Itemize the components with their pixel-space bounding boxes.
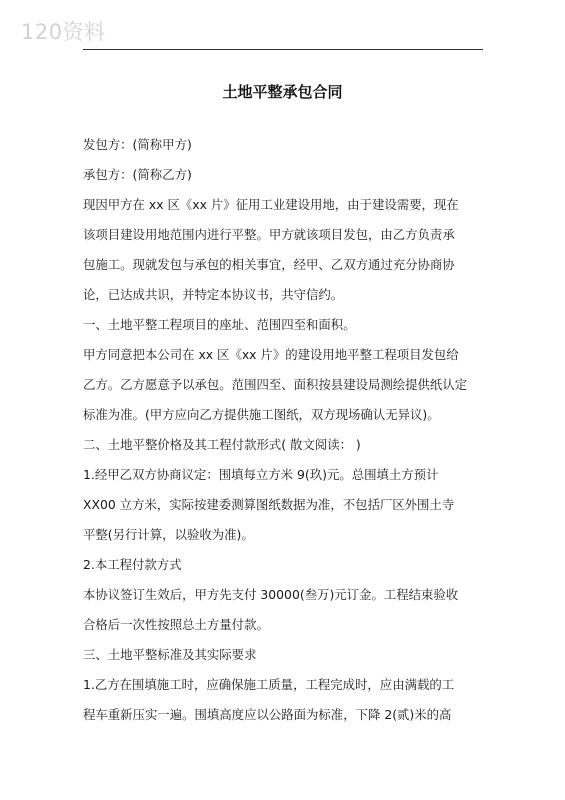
text-line: 合格后一次性按照总土方量付款。: [83, 617, 269, 632]
section-heading: 一、土地平整工程项目的座址、范围四至和面积。: [83, 317, 356, 332]
text-line: 1.乙方在围填施工时，应确保施工质量，工程完成时，应由满载的工: [83, 677, 455, 692]
text-line: 乙方。乙方愿意予以承包。范围四至、面积按县建设局测绘提供纸认定: [83, 377, 468, 392]
text-line: 1.经甲乙双方协商议定：围填每立方米 9(玖)元。总围填土方预计: [83, 467, 439, 482]
text-line: 发包方：(简称甲方): [83, 137, 192, 152]
text-line: 现因甲方在 xx 区《xx 片》征用工业建设用地，由于建设需要，现在: [83, 197, 459, 212]
document-title: 土地平整承包合同: [222, 83, 343, 101]
subsection-heading: 2.本工程付款方式: [83, 557, 182, 572]
section-heading: 三、土地平整标准及其实际要求: [83, 647, 257, 662]
header-divider: [83, 49, 483, 50]
text-line: 论，已达成共识，并特定本协议书，共守信约。: [83, 287, 344, 302]
text-line: 程车重新压实一遍。围填高度应以公路面为标准，下降 2(贰)米的高: [83, 707, 452, 722]
section-heading: 二、土地平整价格及其工程付款形式( 散文阅读： ): [83, 437, 361, 452]
text-line: XX00 立方米，实际按建委测算图纸数据为准，不包括厂区外围土寺: [83, 497, 455, 512]
text-line: 本协议签订生效后，甲方先支付 30000(叁万)元订金。工程结束验收: [83, 587, 459, 602]
text-line: 包施工。现就发包与承包的相关事宜，经甲、乙双方通过充分协商协: [83, 257, 455, 272]
text-line: 标准为准。(甲方应向乙方提供施工图纸，双方现场确认无异议)。: [83, 407, 440, 422]
text-line: 甲方同意把本公司在 xx 区《xx 片》的建设用地平整工程项目发包给: [83, 347, 459, 362]
text-line: 该项目建设用地范围内进行平整。甲方就该项目发包，由乙方负责承: [83, 227, 455, 242]
text-line: 平整(另行计算，以验收为准)。: [83, 527, 254, 542]
watermark-logo: 120资料: [21, 20, 106, 44]
contract-body: [83, 130, 485, 730]
text-line: 承包方：(简称乙方): [83, 167, 192, 182]
